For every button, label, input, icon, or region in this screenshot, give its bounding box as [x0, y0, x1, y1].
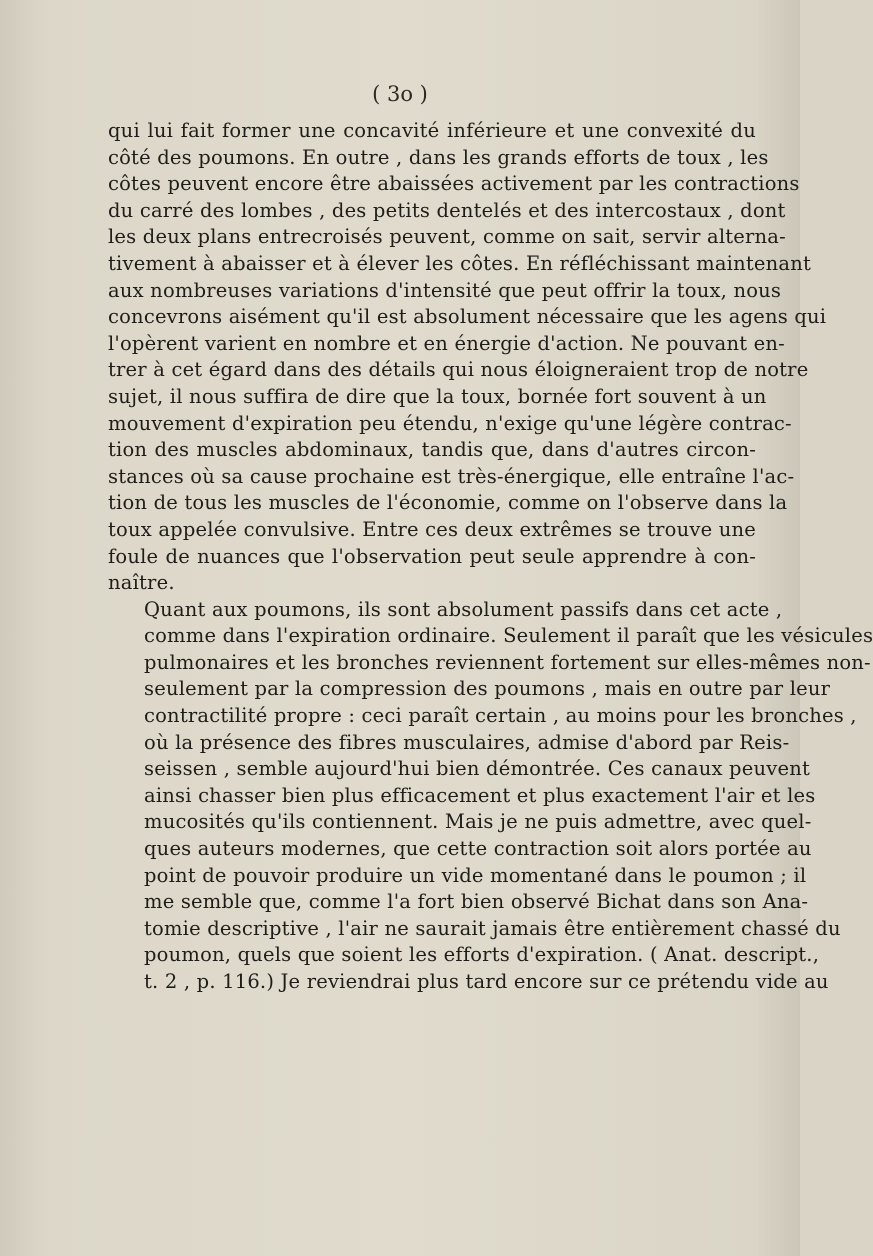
text-line: tion des muscles abdominaux, tandis que, dans d'autres circon- [108, 438, 756, 462]
text-line: naître. [108, 571, 175, 595]
text-line: les deux plans entrecroisés peuvent, comme on sait, servir alterna- [108, 225, 786, 249]
text-line: seissen , semble aujourd'hui bien démontrée. Ces canaux peuvent [144, 757, 810, 781]
paragraph-2 [108, 597, 873, 996]
text-line: comme dans l'expiration ordinaire. Seulement il paraît que les vésicules [144, 624, 873, 648]
text-line: trer à cet égard dans des détails qui nous éloigneraient trop de notre [108, 358, 809, 382]
text-line: l'opèrent varient en nombre et en énergie d'action. Ne pouvant en- [108, 331, 785, 355]
text-line: ainsi chasser bien plus efficacement et plus exactement l'air et les [144, 783, 816, 807]
text-line: concevrons aisément qu'il est absolument nécessaire que les agens qui [108, 305, 827, 329]
body-text [108, 118, 873, 996]
text-line: sujet, il nous suffira de dire que la toux, bornée fort souvent à un [108, 384, 767, 408]
text-line: toux appelée convulsive. Entre ces deux extrêmes se trouve une [108, 517, 756, 541]
text-line: tomie descriptive , l'air ne saurait jamais être entièrement chassé du [144, 916, 841, 940]
text-line: t. 2 , p. 116.) Je reviendrai plus tard encore sur ce prétendu vide au [144, 970, 829, 993]
text-line: seulement par la compression des poumons , mais en outre par leur [144, 677, 831, 701]
text-line: tion de tous les muscles de l'économie, comme on l'observe dans la [108, 491, 788, 515]
page-number: ( 3o ) [372, 82, 428, 106]
text-line: côté des poumons. En outre , dans les grands efforts de toux , les [108, 145, 769, 169]
text-line: tivement à abaisser et à élever les côtes. En réfléchissant maintenant [108, 251, 812, 275]
text-line: foule de nuances que l'observation peut seule apprendre à con- [108, 544, 756, 568]
text-line: où la présence des fibres musculaires, admise d'abord par Reis- [144, 730, 790, 754]
text-line: me semble que, comme l'a fort bien observé Bichat dans son Ana- [144, 890, 809, 914]
paragraph-1 [108, 118, 827, 597]
text-line: du carré des lombes , des petits dentelés et des intercostaux , dont [108, 198, 786, 222]
text-line: point de pouvoir produire un vide momentané dans le poumon ; il [144, 863, 807, 887]
text-line: mucosités qu'ils contiennent. Mais je ne puis admettre, avec quel- [144, 810, 812, 834]
text-line: qui lui fait former une concavité inférieure et une convexité du [108, 119, 756, 142]
text-line: aux nombreuses variations d'intensité que peut offrir la toux, nous [108, 278, 782, 302]
text-line: poumon, quels que soient les efforts d'expiration. ( Anat. descript., [144, 943, 820, 967]
text-line: ques auteurs modernes, que cette contraction soit alors portée au [144, 837, 812, 861]
text-line: pulmonaires et les bronches reviennent fortement sur elles-mêmes non- [144, 650, 871, 674]
text-line: mouvement d'expiration peu étendu, n'exige qu'une légère contrac- [108, 411, 792, 435]
text-line: contractilité propre : ceci paraît certain , au moins pour les bronches , [144, 704, 857, 728]
text-line: stances où sa cause prochaine est très-énergique, elle entraîne l'ac- [108, 464, 795, 488]
text-line: côtes peuvent encore être abaissées activement par les contractions [108, 172, 800, 196]
text-line: Quant aux poumons, ils sont absolument passifs dans cet acte , [144, 597, 783, 621]
